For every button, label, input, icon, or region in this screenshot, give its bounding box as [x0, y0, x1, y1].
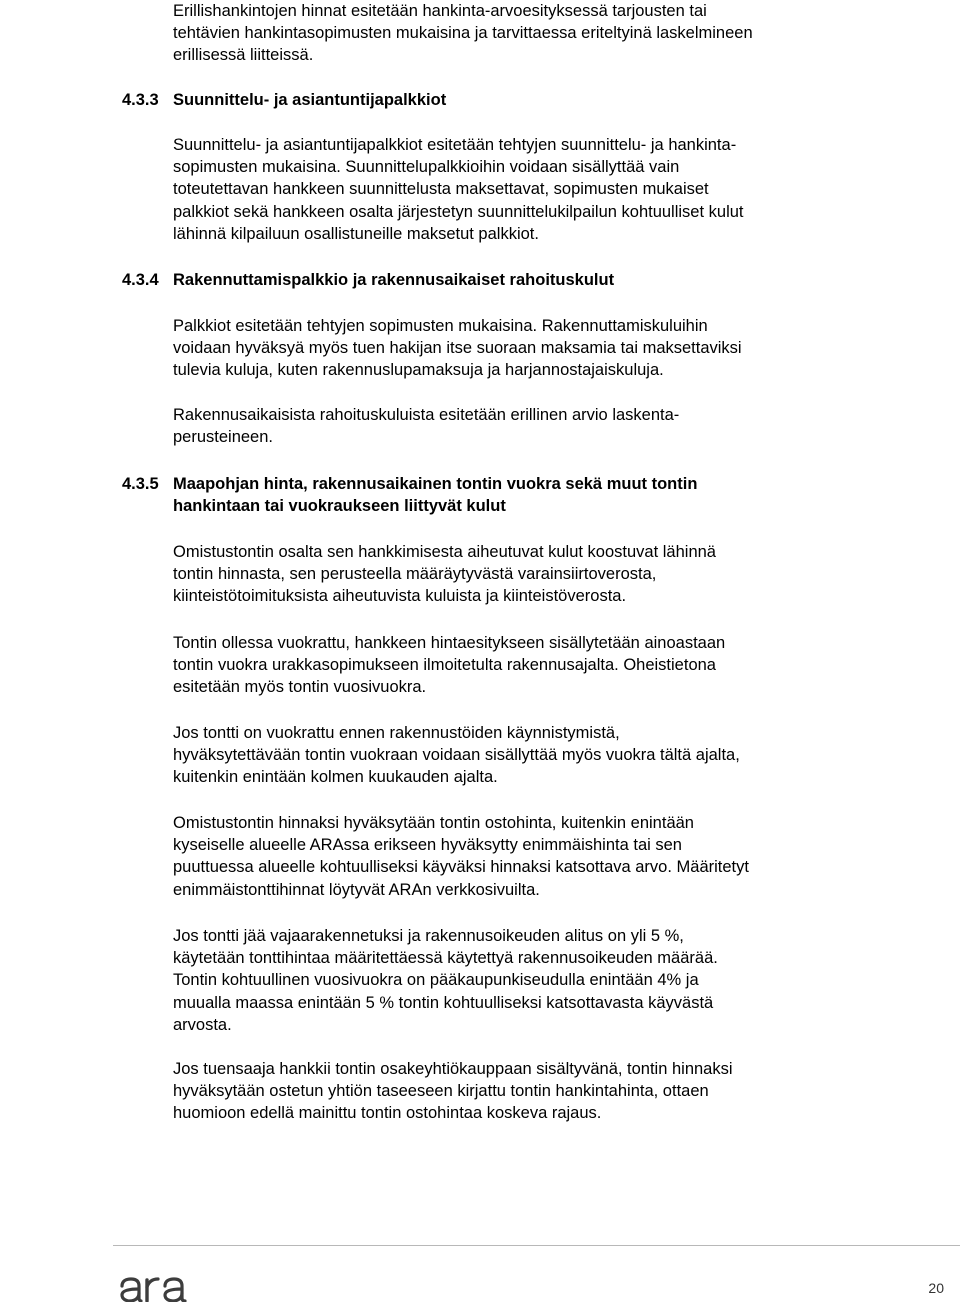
section-4-3-5-paragraph-3	[173, 722, 853, 789]
text-line: puuttuessa alueelle kohtuulliseksi käyväksi hinnaksi katsottava arvo. Määritetyt	[173, 858, 749, 877]
text-line: hyväksytettävään tontin vuokraan voidaan sisällyttää myös vuokra tältä ajalta,	[173, 746, 740, 765]
intro-paragraph	[173, 0, 853, 67]
section-heading-4-3-5	[122, 473, 697, 517]
text-line: tulevia kuluja, kuten rakennuslupamaksuja ja harjannostajaiskuluja.	[173, 361, 664, 380]
section-number: 4.3.5	[122, 475, 159, 493]
text-line: Jos tuensaaja hankkii tontin osakeyhtiökauppaan sisältyvänä, tontin hinnaksi	[173, 1060, 733, 1078]
text-line: voidaan hyväksyä myös tuen hakijan itse suoraan maksamia tai maksettaviksi	[173, 339, 742, 358]
section-4-3-4-paragraph-1	[173, 315, 853, 382]
text-line: kiinteistötoimituksista aiheutuvista kuluista ja kiinteistöverosta.	[173, 587, 627, 606]
section-heading-4-3-4	[122, 269, 614, 291]
text-line: kyseiselle alueelle ARAssa erikseen hyväksytty enimmäishinta tai sen	[173, 836, 682, 855]
section-number: 4.3.3	[122, 91, 159, 109]
section-4-3-4-paragraph-2	[173, 404, 853, 448]
text-line: huomioon edellä mainittu tontin ostohintaa koskeva rajaus.	[173, 1104, 602, 1123]
section-4-3-5-paragraph-6	[173, 1058, 853, 1125]
text-line: muualla maassa enintään 5 % tontin kohtuulliseksi katsottavasta käyvästä	[173, 993, 714, 1012]
text-line: tontin hinnasta, sen perusteella määräytyvästä varainsiirtoverosta,	[173, 565, 657, 584]
section-4-3-5-paragraph-4	[173, 812, 853, 901]
section-4-3-3-paragraph	[173, 134, 853, 245]
text-line: lähinnä kilpailuun osallistuneille maksetut palkkiot.	[173, 224, 539, 243]
text-line: palkkiot sekä hankkeen osalta järjestetyn suunnittelukilpailun kohtuulliset kulut	[173, 202, 744, 221]
text-line: Omistustontin hinnaksi hyväksytään tontin ostohinta, kuitenkin enintään	[173, 814, 694, 832]
text-line: Erillishankintojen hinnat esitetään hankinta-arvoesityksessä tarjousten tai	[173, 2, 707, 20]
text-line: sopimusten mukaisina. Suunnittelupalkkioihin voidaan sisällyttää vain	[173, 158, 680, 177]
section-4-3-5-paragraph-5	[173, 925, 853, 1036]
text-line: Tontin kohtuullinen vuosivuokra on pääkaupunkiseudulla enintään 4% ja	[173, 971, 699, 990]
text-line: hyväksytään ostetun yhtiön taseeseen kirjattu tontin hankintahinta, ottaen	[173, 1082, 709, 1101]
section-4-3-5-paragraph-2	[173, 632, 853, 699]
page-number: 20	[928, 1280, 944, 1296]
text-line: arvosta.	[173, 1015, 232, 1034]
text-line: Omistustontin osalta sen hankkimisesta aiheutuvat kulut koostuvat lähinnä	[173, 543, 716, 561]
text-line: kuitenkin enintään kolmen kuukauden ajalta.	[173, 768, 498, 787]
footer-divider	[113, 1245, 960, 1246]
text-line: tontin vuokra urakkasopimukseen ilmoitetulta rakennusajalta. Oheistietona	[173, 656, 716, 675]
text-line: tehtävien hankintasopimusten mukaisina ja tarvittaessa eriteltyinä laskelmineen	[173, 24, 753, 43]
text-line: esitetään myös tontin vuosivuokra.	[173, 678, 427, 697]
text-line: Tontin ollessa vuokrattu, hankkeen hintaesitykseen sisällytetään ainoastaan	[173, 634, 726, 652]
text-line: enimmäistonttihinnat löytyvät ARAn verkkosivuilta.	[173, 880, 540, 899]
section-title-line-2: hankintaan tai vuokraukseen liittyvät kulut	[173, 497, 506, 516]
section-number: 4.3.4	[122, 271, 159, 289]
text-line: Jos tontti jää vajaarakennetuksi ja rakennusoikeuden alitus on yli 5 %,	[173, 927, 684, 945]
text-line: käytetään tonttihintaa määritettäessä käytettyä rakennusoikeuden määrää.	[173, 949, 718, 968]
text-line: erillisessä liitteissä.	[173, 46, 314, 65]
text-line: toteutettavan hankkeen suunnittelusta maksettavat, sopimusten mukaiset	[173, 180, 709, 199]
text-line: Jos tontti on vuokrattu ennen rakennustöiden käynnistymistä,	[173, 724, 620, 742]
text-line: Rakennusaikaisista rahoituskuluista esitetään erillinen arvio laskenta-	[173, 406, 680, 424]
section-title: Rakennuttamispalkkio ja rakennusaikaiset rahoituskulut	[173, 271, 615, 289]
text-line: perusteineen.	[173, 428, 273, 447]
ara-logo	[119, 1262, 191, 1302]
section-heading-4-3-3	[122, 89, 446, 111]
text-line: Palkkiot esitetään tehtyjen sopimusten mukaisina. Rakennuttamiskuluihin	[173, 317, 708, 335]
text-line: Suunnittelu- ja asiantuntijapalkkiot esitetään tehtyjen suunnittelu- ja hankinta-	[173, 136, 737, 154]
section-title: Suunnittelu- ja asiantuntijapalkkiot	[173, 91, 447, 109]
section-title-line-1: Maapohjan hinta, rakennusaikainen tontin vuokra sekä muut tontin	[173, 475, 698, 493]
section-4-3-5-paragraph-1	[173, 541, 853, 608]
